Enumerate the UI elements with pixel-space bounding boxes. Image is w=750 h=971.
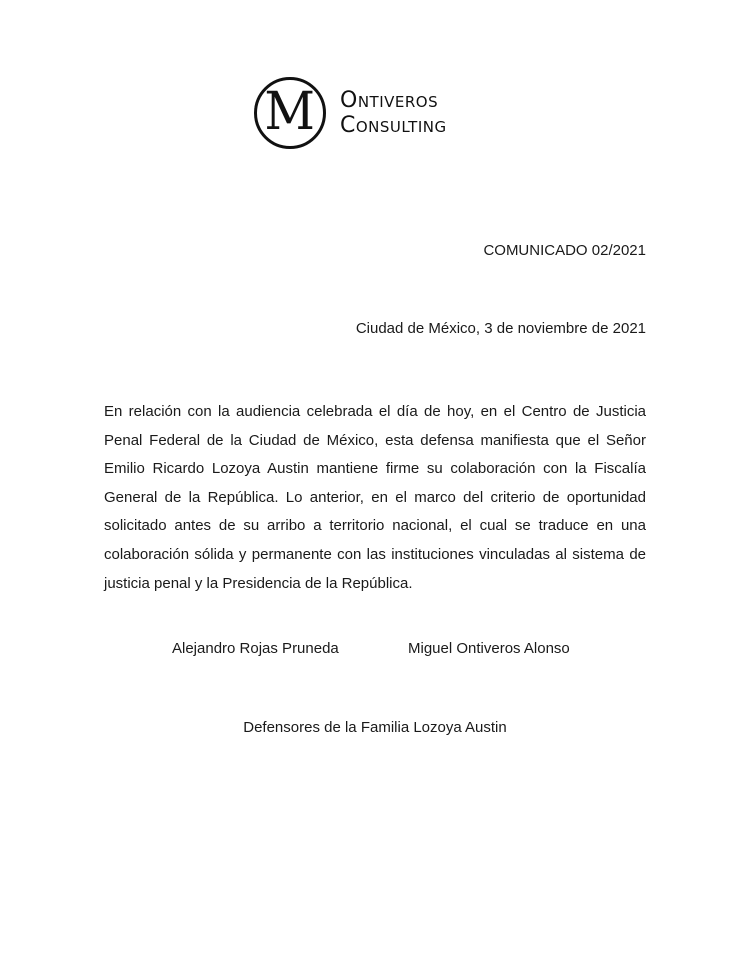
signatories-title: Defensores de la Familia Lozoya Austin — [243, 719, 507, 736]
signatory-1: Alejandro Rojas Pruneda — [172, 640, 339, 657]
logo-line-1: Ontiveros — [340, 88, 439, 113]
body-paragraph: En relación con la audiencia celebrada el día de hoy, en el Centro de Justicia Penal Federal de la Ciudad de México, esta defensa manifiesta que el Señor Emilio Ricardo Lozoya Austin mantiene firme su colaboración con la Fiscalía General de la República. Lo anterior, en el marco del criterio de oportunidad solicitado antes de su arribo a territorio nacional, el cual se traduce en una colaboración sólida y permanente con las instituciones vinculadas al sistema de justicia penal y la Presidencia de la República. — [104, 403, 646, 592]
logo-letter: M — [264, 82, 316, 142]
document-reference: COMUNICADO 02/2021 — [483, 242, 646, 259]
company-logo — [254, 76, 447, 150]
logo-line-2: Consulting — [340, 113, 447, 138]
place-and-date: Ciudad de México, 3 de noviembre de 2021 — [355, 320, 646, 337]
logo-circle-mark — [254, 77, 326, 149]
logo-wordmark — [340, 88, 447, 138]
signatory-2: Miguel Ontiveros Alonso — [408, 640, 570, 657]
